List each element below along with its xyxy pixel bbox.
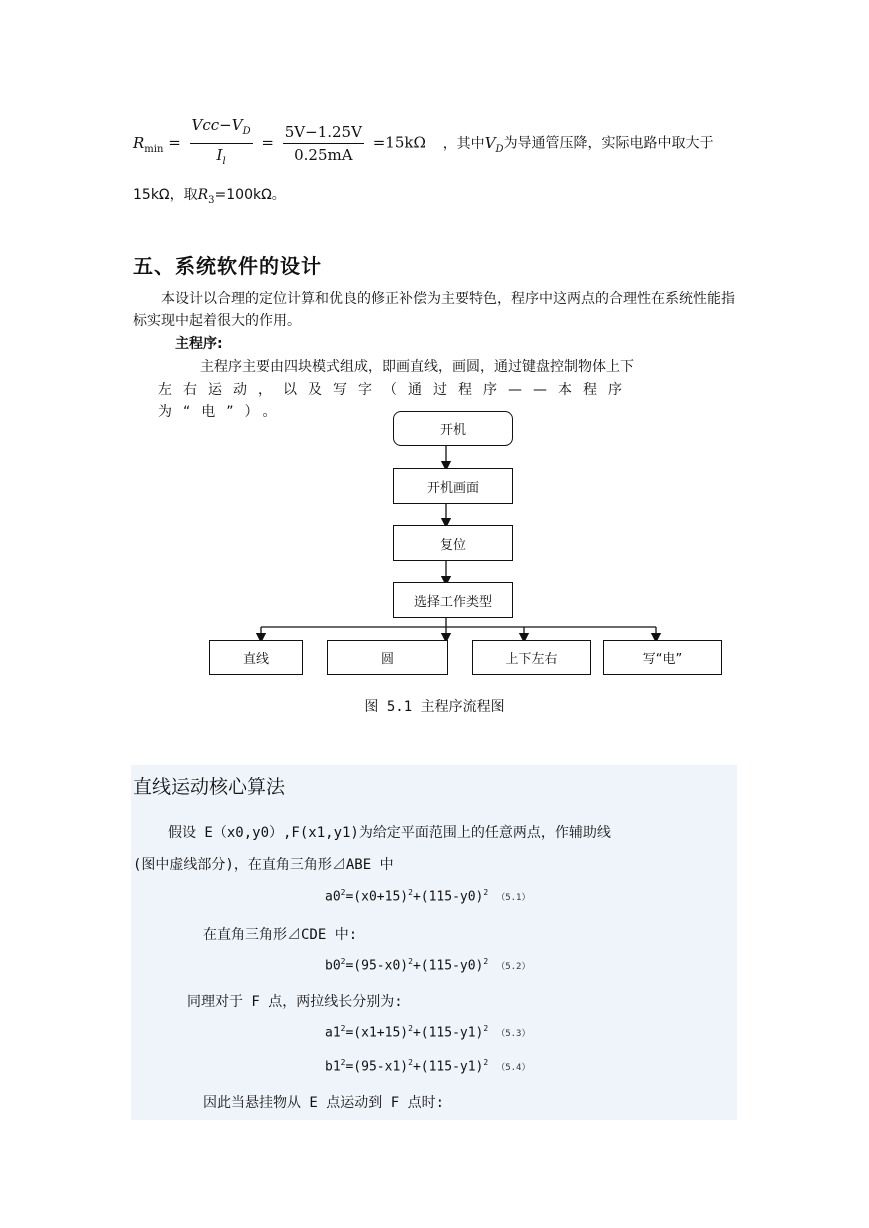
- formula-vd: $V_D$: [484, 133, 504, 155]
- algo-paragraph-2: 在直角三角形⊿CDE 中:: [203, 927, 358, 943]
- figure-caption: 图 5.1 主程序流程图: [364, 699, 505, 715]
- formula-lhs: $R_{min}$: [133, 133, 164, 155]
- algo-paragraph-3: 同理对于 F 点，两拉线长分别为:: [187, 994, 403, 1010]
- formula-result: =15kΩ: [372, 133, 426, 152]
- formula-fraction-2: $\frac{5V-1.25V}{0.25mA}$: [284, 123, 362, 164]
- algo-paragraph-1a: 假设 E（x0,y0）,F(x1,y1)为给定平面范围上的任意两点，作辅助线: [168, 825, 611, 841]
- equation-5-4: $b1^2=(95-x1)^2+(115-y1)^2(5.4)$: [325, 1058, 531, 1075]
- resistance-formula: $R_{min}$ = $\frac{Vcc-V_D}{I_l}$ = $\frac{5V-1.25V}{0.25mA}$ =15kΩ ，其中$V_D$为导通管压降，实际电路中取大于: [133, 114, 714, 164]
- formula-fraction-1: $\frac{Vcc-V_D}{I_l}$: [191, 116, 251, 167]
- algorithm-title: 直线运动核心算法: [133, 776, 286, 798]
- main-program-desc-1: 主程序主要由四块模式组成，即画直线，画圆，通过键盘控制物体上下: [200, 359, 634, 375]
- flow-select-mode-node: 选择工作类型: [393, 582, 513, 618]
- flow-reset-node: 复位: [393, 525, 513, 561]
- equation-5-2: $b0^2=(95-x0)^2+(115-y0)^2(5.2)$: [325, 957, 531, 974]
- equation-5-1: $a0^2=(x0+15)^2+(115-y0)^2(5.1)$: [325, 888, 531, 905]
- main-program-desc-2: 左右运动，以及写字（通过程序——本程序为“电”）。: [158, 382, 633, 420]
- resistance-choice-line: 15kΩ，取$R_3=100k\Omega$。: [133, 187, 286, 206]
- algo-paragraph-1b: (图中虚线部分)，在直角三角形⊿ABE 中: [133, 857, 394, 873]
- algo-paragraph-4: 因此当悬挂物从 E 点运动到 F 点时:: [203, 1095, 445, 1111]
- main-program-label: 主程序:: [175, 336, 223, 352]
- intro-paragraph: 本设计以合理的定位计算和优良的修正补偿为主要特色，程序中这两点的合理性在系统性能指标实现中起着很大的作用。: [133, 291, 735, 329]
- flow-branch-circle: 圆: [327, 640, 448, 675]
- section-heading: 五、系统软件的设计: [133, 254, 322, 278]
- equation-5-3: $a1^2=(x1+15)^2+(115-y1)^2(5.3)$: [325, 1024, 531, 1041]
- flow-branch-line: 直线: [209, 640, 303, 675]
- flow-branch-write: 写“电”: [603, 640, 722, 675]
- flow-branch-move: 上下左右: [472, 640, 591, 675]
- flow-boot-screen-node: 开机画面: [393, 468, 513, 504]
- flow-start-node: 开机: [393, 411, 513, 446]
